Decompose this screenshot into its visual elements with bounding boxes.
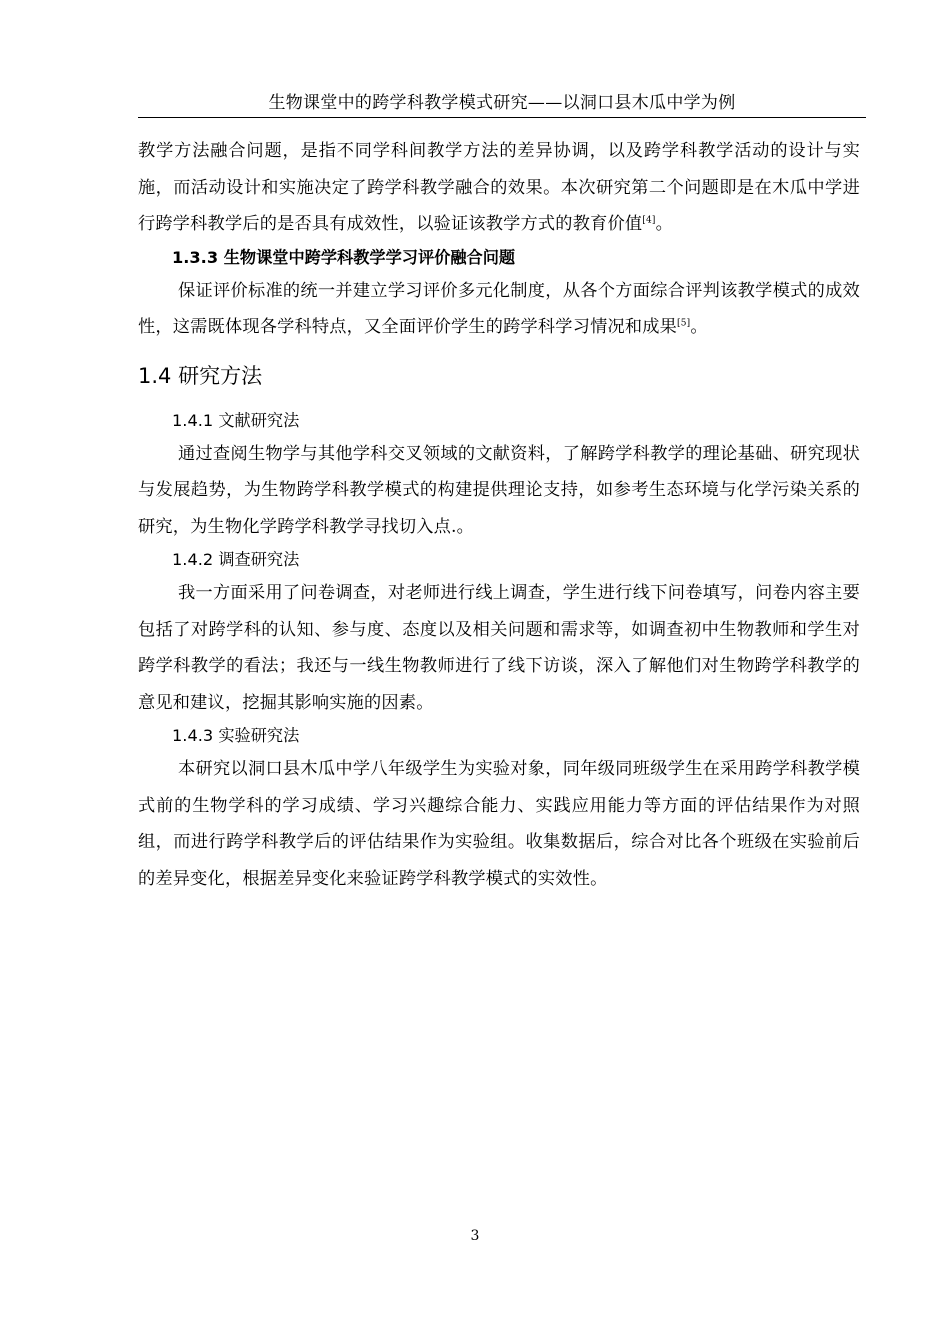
header-divider bbox=[138, 117, 866, 118]
paragraph-text: 保证评价标准的统一并建立学习评价多元化制度，从各个方面综合评判该教学模式的成效性，这需既体现各学科特点，又全面评价学生的跨学科学习情况和成果 bbox=[138, 280, 860, 337]
paragraph-evaluation-fusion bbox=[138, 273, 860, 346]
citation-5: [5] bbox=[677, 318, 691, 329]
paragraph-teaching-method-fusion bbox=[138, 133, 860, 243]
paragraph-survey-research: 我一方面采用了问卷调查，对老师进行线上调查，学生进行线下问卷填写，问卷内容主要包括了对跨学科的认知、参与度、态度以及相关问题和需求等，如调查初中生物教师和学生对跨学科教学的看法；我还与一线生物教师进行了线下访谈，深入了解他们对生物跨学科教学的意见和建议，挖掘其影响实施的因素。 bbox=[138, 583, 860, 713]
paragraph-end-punct: 。 bbox=[655, 214, 673, 234]
paragraph-end-punct: 。 bbox=[690, 317, 708, 337]
heading-1-4: 1.4 研究方法 bbox=[138, 363, 263, 388]
heading-1-3-3: 1.3.3 生物课堂中跨学科教学学习评价融合问题 bbox=[172, 247, 516, 267]
paragraph-experimental-research: 本研究以洞口县木瓜中学八年级学生为实验对象，同年级同班级学生在采用跨学科教学模式前的生物学科的学习成绩、学习兴趣综合能力、实践应用能力等方面的评估结果作为对照组，而进行跨学科教学后的评估结果作为实验组。收集数据后，综合对比各个班级在实验前后的差异变化，根据差异变化来验证跨学科教学模式的实效性。 bbox=[138, 759, 860, 889]
page-number: 3 bbox=[470, 1228, 480, 1244]
citation-4: [4] bbox=[642, 215, 656, 226]
running-header: 生物课堂中的跨学科教学模式研究——以洞口县木瓜中学为例 bbox=[268, 93, 736, 113]
heading-1-4-1: 1.4.1 文献研究法 bbox=[172, 410, 300, 430]
paragraph-text: 教学方法融合问题，是指不同学科间教学方法的差异协调，以及跨学科教学活动的设计与实施，而活动设计和实施决定了跨学科教学融合的效果。本次研究第二个问题即是在木瓜中学进行跨学科教学后的是否具有成效性，以验证该教学方式的教育价值 bbox=[138, 141, 860, 234]
heading-1-4-2: 1.4.2 调查研究法 bbox=[172, 550, 300, 569]
document-body bbox=[138, 133, 860, 897]
paragraph-literature-research: 通过查阅生物学与其他学科交叉领域的文献资料，了解跨学科教学的理论基础、研究现状与发展趋势，为生物跨学科教学模式的构建提供理论支持，如参考生态环境与化学污染关系的研究，为生物化学跨学科教学寻找切入点.。 bbox=[138, 443, 860, 537]
heading-1-4-3: 1.4.3 实验研究法 bbox=[172, 726, 300, 745]
